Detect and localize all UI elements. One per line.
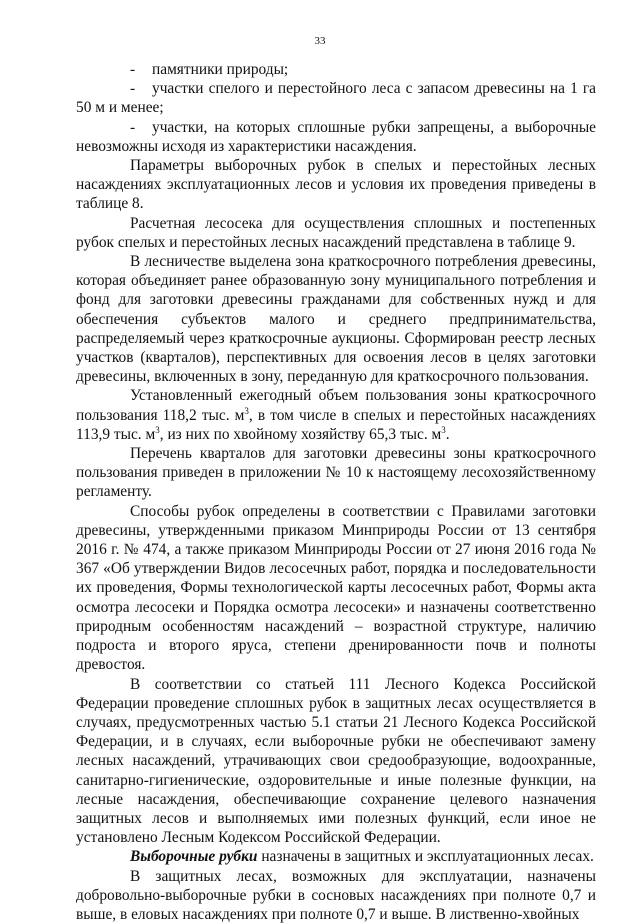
- page-number: 33: [314, 35, 326, 47]
- paragraph-annual-volume: Установленный ежегодный объем пользования зоны краткосрочного пользования 118,2 тыс. $м^3$, в том числе в спелых и перестойных насаждениях 113,9 тыс. $м^3$, из них по хвойному хозяйству 65,3 тыс. $м^3$.: [76, 387, 596, 443]
- list-item: - участки, на которых сплошные рубки запрещены, а выборочные невозможны исходя из характеристики насаждения.: [76, 118, 596, 155]
- paragraph-short-term-zone: В лесничестве выделена зона краткосрочного потребления древесины, которая объединяет ранее образованную зону муниципального потребления и фонд для заготовки древесины гражданами для собственных нужд и для обеспечения субъектов малого и среднего предпринимательства, распределяемый через краткосрочные аукционы. Сформирован реестр лесных участков (кварталов), перспективных для освоения лесов в целях заготовки древесины, включенных в зону, переданную для краткосрочного пользования.: [76, 253, 596, 386]
- paragraph-selective-cuts: Выборочные рубки назначены в защитных и эксплуатационных лесах.: [130, 848, 594, 866]
- list-dash: -: [130, 118, 136, 136]
- selective-cuts-heading: Выборочные рубки: [130, 848, 258, 866]
- document-body: [76, 60, 596, 924]
- paragraph-clear-cut-protective: В соответствии со статьей 111 Лесного Кодекса Российской Федерации проведение сплошных рубок в защитных лесах осуществляется в случаях, предусмотренных частью 5.1 статьи 21 Лесного Кодекса Российской Федерации, и в случаях, если выборочные рубки не обеспечивают замену лесных насаждений, утрачивающих свои средообразующие, водоохранные, санитарно-гигиенические, оздоровительные и иные полезные функции, на лесные насаждения, обеспечивающие сохранение целевого назначения защитных лесов и выполняемых ими полезных функций, если иное не установлено Лесным Кодексом Российской Федерации.: [76, 675, 596, 847]
- paragraph-selective-params: Параметры выборочных рубок в спелых и перестойных лесных насаждениях эксплуатационных лесов и условия их проведения приведены в таблице 8.: [76, 157, 596, 213]
- list-dash: -: [130, 80, 136, 98]
- list-item: - памятники природы;: [130, 61, 289, 78]
- paragraph-quarters-list: Перечень кварталов для заготовки древесины зоны краткосрочного пользования приведен в приложении № 10 к настоящему лесохозяйственному регламенту.: [76, 445, 596, 501]
- paragraph-protective-forests: В защитных лесах, возможных для эксплуатации, назначены добровольно-выборочные рубки в сосновых насаждениях при полноте 0,7 и выше, в еловых насаждениях при полноте 0,7 и выше. В лиственно-хвойных: [76, 867, 596, 923]
- paragraph-felling-methods: Способы рубок определены в соответствии с Правилами заготовки древесины, утвержденными приказом Минприроды России от 13 сентября 2016 г. № 474, а также приказом Минприроды России от 27 июня 2016 года № 367 «Об утверждении Видов лесосечных работ, порядка и последовательности их проведения, Формы технологической карты лесосечных работ, Формы акта осмотра лесосеки и Порядка осмотра лесосеки» и назначены соответственно природным особенностям насаждений – возрастной структуре, наличию подроста и второго яруса, степени дренированности почв и полноты древостоя.: [76, 502, 596, 674]
- list-item: - участки спелого и перестойного леса с запасом древесины на 1 га 50 м и менее;: [76, 80, 596, 117]
- paragraph-allowable-cut: Расчетная лесосека для осуществления сплошных и постепенных рубок спелых и перестойных лесных насаждений представлена в таблице 9.: [76, 214, 596, 251]
- list-dash: -: [130, 61, 136, 78]
